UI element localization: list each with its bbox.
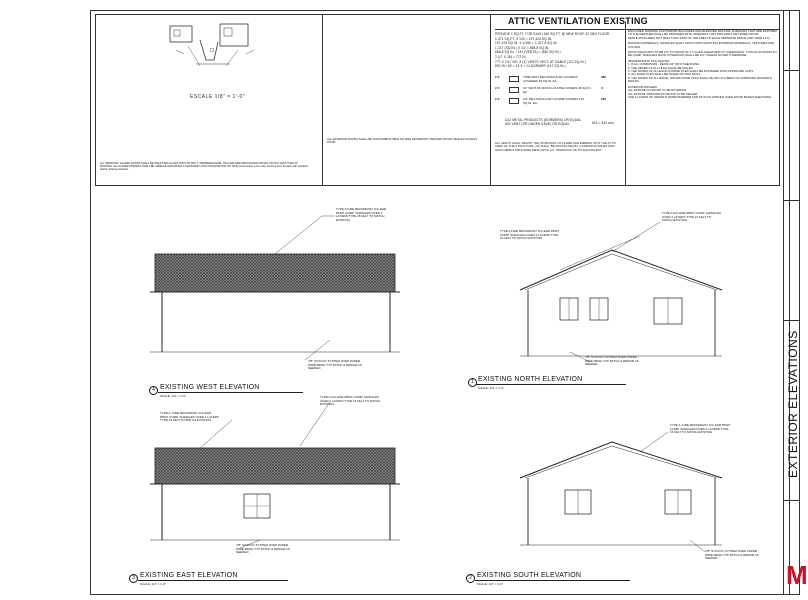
attic-line: 2 (17 X 28) = 772 IN [495,54,526,59]
sheet-title: EXTERIOR ELEVATIONS [786,330,800,478]
title-strip-sep-3 [783,320,800,321]
attic-ventilation-title: ATTIC VENTILATION EXISTING [508,16,648,26]
vent-qty: 2 X [495,75,500,79]
east-title-underline [138,580,288,581]
roofing-note-line: ALL EXPOSE TRIM AND PLYWOOD TO BE SEALER [628,91,698,96]
west-title-underline [158,392,303,393]
roofing-note-line: ALL EXPOSE PLYWOOD TO BE EXTERIOR [628,88,687,93]
roofing-note-line: USE 2 LAYERS OF GRADE D PAPER BARRIER FOR STUCCO APPLIED OVER WOOD BASED SHEATHING [628,94,772,99]
exterior-doors-note: ALL EXTERIOR DOORS SHALL BE NONCOMBUSTIBLE OR FIRE RETARDANT TREATED WOOD VEHICLE ACCESS DOOR [327,137,478,145]
title-strip-sep-1 [783,70,800,71]
logo-mark: M [786,560,808,590]
west-elevation-scale: SCALE: 1/4" = 1'-0" [160,394,187,398]
title-strip-sep-4 [783,500,800,501]
attic-line: 197,424 SQ.IN. X 1/150 = 1,317.6 SQ.IN. [495,41,558,46]
attic-line: 1,371 SQ.FT. X 144 = 197,424 SQ.IN. [495,36,553,41]
west-elevation-title: EXISTING WEST ELEVATION [160,384,260,391]
west-elevation [150,216,400,360]
north-roof-note-2: TYPE A ICC-ESR #5537 COMP. SHINGLES OVER 2 LAYERS TYPE 15 FELT TO MATCH EXISTING [662,211,721,223]
roofing-note-line: ROOFING MATERIALS, SHINGLES SHALL MATCH WITH EXISTING EXTERIOR MATERIALS, TEXTURES AND COLORS [628,41,775,49]
south-title-underline [475,580,630,581]
east-wall-note: 7/8" STUCCO SYSTEM OVER PAPER WIRE MESH TYP PATCH & REPAIR AS NEEDED [236,543,290,555]
vent-intrusion-note: ALL VENTS SHALL RESIST THE INTRUSION OF FLAME AND EMBERS INTO THE ATTIC AREA OF THE STRUCTURE, OR SHALL BE PROTECTED BY CORROSION-RESISTANT, NONCOMBUSTIBLE WIRE MESH WITH 1/4" OPENINGS OR ITS EQUIVALENT. [495,141,617,152]
north-roof-note: TYPE A FIRE RETARDANT ICC-ESR #5337 COMP. SHINGLES OVER 2 LAYERS TYPE 15 FELT TO MATCH EXISTING [500,229,560,241]
roofing-note-line: 5. THE NOSES OF ALL RIDGE, HIP AND RAKE TILES SHALL BE SET IN A BEAD OF APPROVED ROOFER'S MASTIC. [628,75,772,84]
north-elevation [520,222,722,362]
east-elevation-title: EXISTING EAST ELEVATION [140,572,238,579]
vent-value: 0 [601,86,603,91]
roofing-note-line: 3. THE NOSES OF ALL EAVE COURSE TILES SHALL BE FASTENED WITH APPROVED CLIPS [628,69,754,74]
south-roof-note: TYPE A, FIRE RETARDANT ICC-ESR #5337 COMP. SHINGLES OVER 2 LAYERS TYPE 15 FELT TO MATCH EXISTING [670,423,731,435]
attic-line: 1,317 (SQ.IN.) X 1/2 = 658.8 SQ.IN. [495,45,550,50]
roofing-note-line: EXTERIOR FINISHES [628,84,657,89]
attic-line: PROVIDE 1 SQ.FT. FOR EACH 150 SQ.FT. @ NEW ROOF AT 2ND FLOOR [495,32,610,36]
roofing-note-line: 2. THE HEADS OF ALL TILES SHALL BE NAILED [628,65,693,70]
title-strip-sep-2 [783,200,800,201]
window-glazing-note: ALL WINDOWS, GLAZED DOORS SHALL BE INSULATED GLASS UNITS W/ MIN. 1 TEMPERED PANE, OR HAVE FIRE RESISTANCE RATING OR NOT LESS THAN 20 MINUTES. ALL GLAZED OPENING SHALL BE LABELED INDICATING A CERTIFIED U-FACTOR (EXISTING ON SITE) construction must verify all sizes from fit plans with standard before ordering windows [100,162,308,172]
roofing-note-line: 1. 8 GA. CORROSION - RESIS 3/4" INTO SHEATHING [628,62,700,67]
east-elevation [150,402,400,548]
north-elevation-scale: SCALE: 1/4" = 1'-0" [478,386,505,390]
attic-line: 777 X 1/3 / NO. 8 (1) VENTS VECT. AT GABLE (112 SQ.IN.) [495,59,586,64]
south-elevation [520,432,722,552]
vent-desc: TRIM VENT RECTANGULAR LOUVERS COVERED 48 SQ.IN. EA. [523,75,578,83]
east-elevation-number: 3 [129,574,138,583]
east-roof-note-2: TYPE A ICC-ESR #5537 COMP. SHINGLES OVER 2 LAYERS TYPE 15 FELT TO MATCH EXISTING [320,395,381,407]
north-wall-note: 7/8" STUCCO SYSTEM OVER PAPER WIRE MESH TYP PATCH & REPAIR AS NEEDED [585,355,639,367]
attic-line: 658.8 SQ.IN. / 131 (VENTS) = (640 SQ.IN.) [495,50,561,55]
south-elevation-title: EXISTING SOUTH ELEVATION [477,572,582,579]
north-elevation-title: EXISTING NORTH ELEVATION [478,376,583,383]
attic-line: 892 IN / 69 = 13.3 = 14 DORMER (147 SQ.IN.) [495,64,566,69]
metal-products-note: C&J METAL PRODUCTS (DORMERS) OR EQUAL AIR VENT (OR UNDER EAVE) OR EQUAL [505,118,582,126]
roofing-note-line: ENCLOSED FRAMING IN EXTERIOR BALCONIES AND ELEVATED WALKING SURFACES THAT ARE EXPOSED TO THE WEATHER SHALL BE PROVIDED WITH OPENINGS THAT PROVIDE A NET FREE CROSS VENTILATION AREA NOT LESS THAN 1/150 OF THE AREA OF EACH SEPARATE SPACE (CRC R506.13.6). [628,29,777,40]
roofing-note-line: MINIMUM ROOF TILE NAILING: [628,58,671,63]
east-elevation-scale: SCALE: 1/4" = 1'-0" [140,582,167,586]
floor-plan-label: ESCALE 1/8" = 1'-0" [190,94,246,100]
north-title-underline [476,384,626,385]
north-elevation-number: 1 [468,378,477,387]
west-wall-note: 7/8" STUCCO SYSTEM OVER PAPER WIRE MESH TYP PATCH & REPAIR AS NEEDED [308,359,362,371]
vent-value: 386 [601,75,607,79]
south-elevation-scale: SCALE: 1/4" = 1'-0" [477,582,504,586]
west-roof-note: TYPE A FIRE RETARDANT ICC-ESR #5337 COMP. SHINGLES OVER 2 LAYERS TYPE 15 FELT TO MATCH EXISTING [336,207,387,222]
roofing-note-line: ROOF SHEATHING TO BE 1/2" PLYWOOD W/ 1 X SOLID SHEATHING AT OVERHANGS. TYPICAL ROOFING TO BE COMP. SHINGLES ROOF COVERINGS SHALL BE 1/2" UNLESS NOTED OTHERWISE [628,50,777,58]
vent-qty: 2 X [495,97,500,102]
east-roof-note: TYPE A, FIRE RETARDANT ICC-ESR #5537 COMP. SHINGLES OVER 2 LAYERS TYPE 15 FELT TO MATCH EXISTING [160,411,219,423]
south-wall-note: 7/8" STUCCO SYSTEM OVER PAPER WIRE MESH TYP PATCH & REPAIR AS NEEDED [705,549,759,561]
vent-qty: 2 X [495,86,500,91]
roofing-note-line: 4. ALL RAKE TILES SHALL BE NAILED W/ TWO NAILS [628,72,701,77]
vent-value: 230 [601,97,607,102]
metal-products-total: 616 > 522 min. [592,121,615,125]
south-elevation-number: 2 [466,574,475,583]
vent-desc: 1/4" RECTANGULAR LOUVRE COVERS 115 SQ.IN. EA. [523,97,584,105]
west-elevation-number: 4 [149,386,158,395]
vent-desc: 10" VENT OF ROOF LOUVRE COVERS 48 SQ.IN. EA. [523,86,592,94]
